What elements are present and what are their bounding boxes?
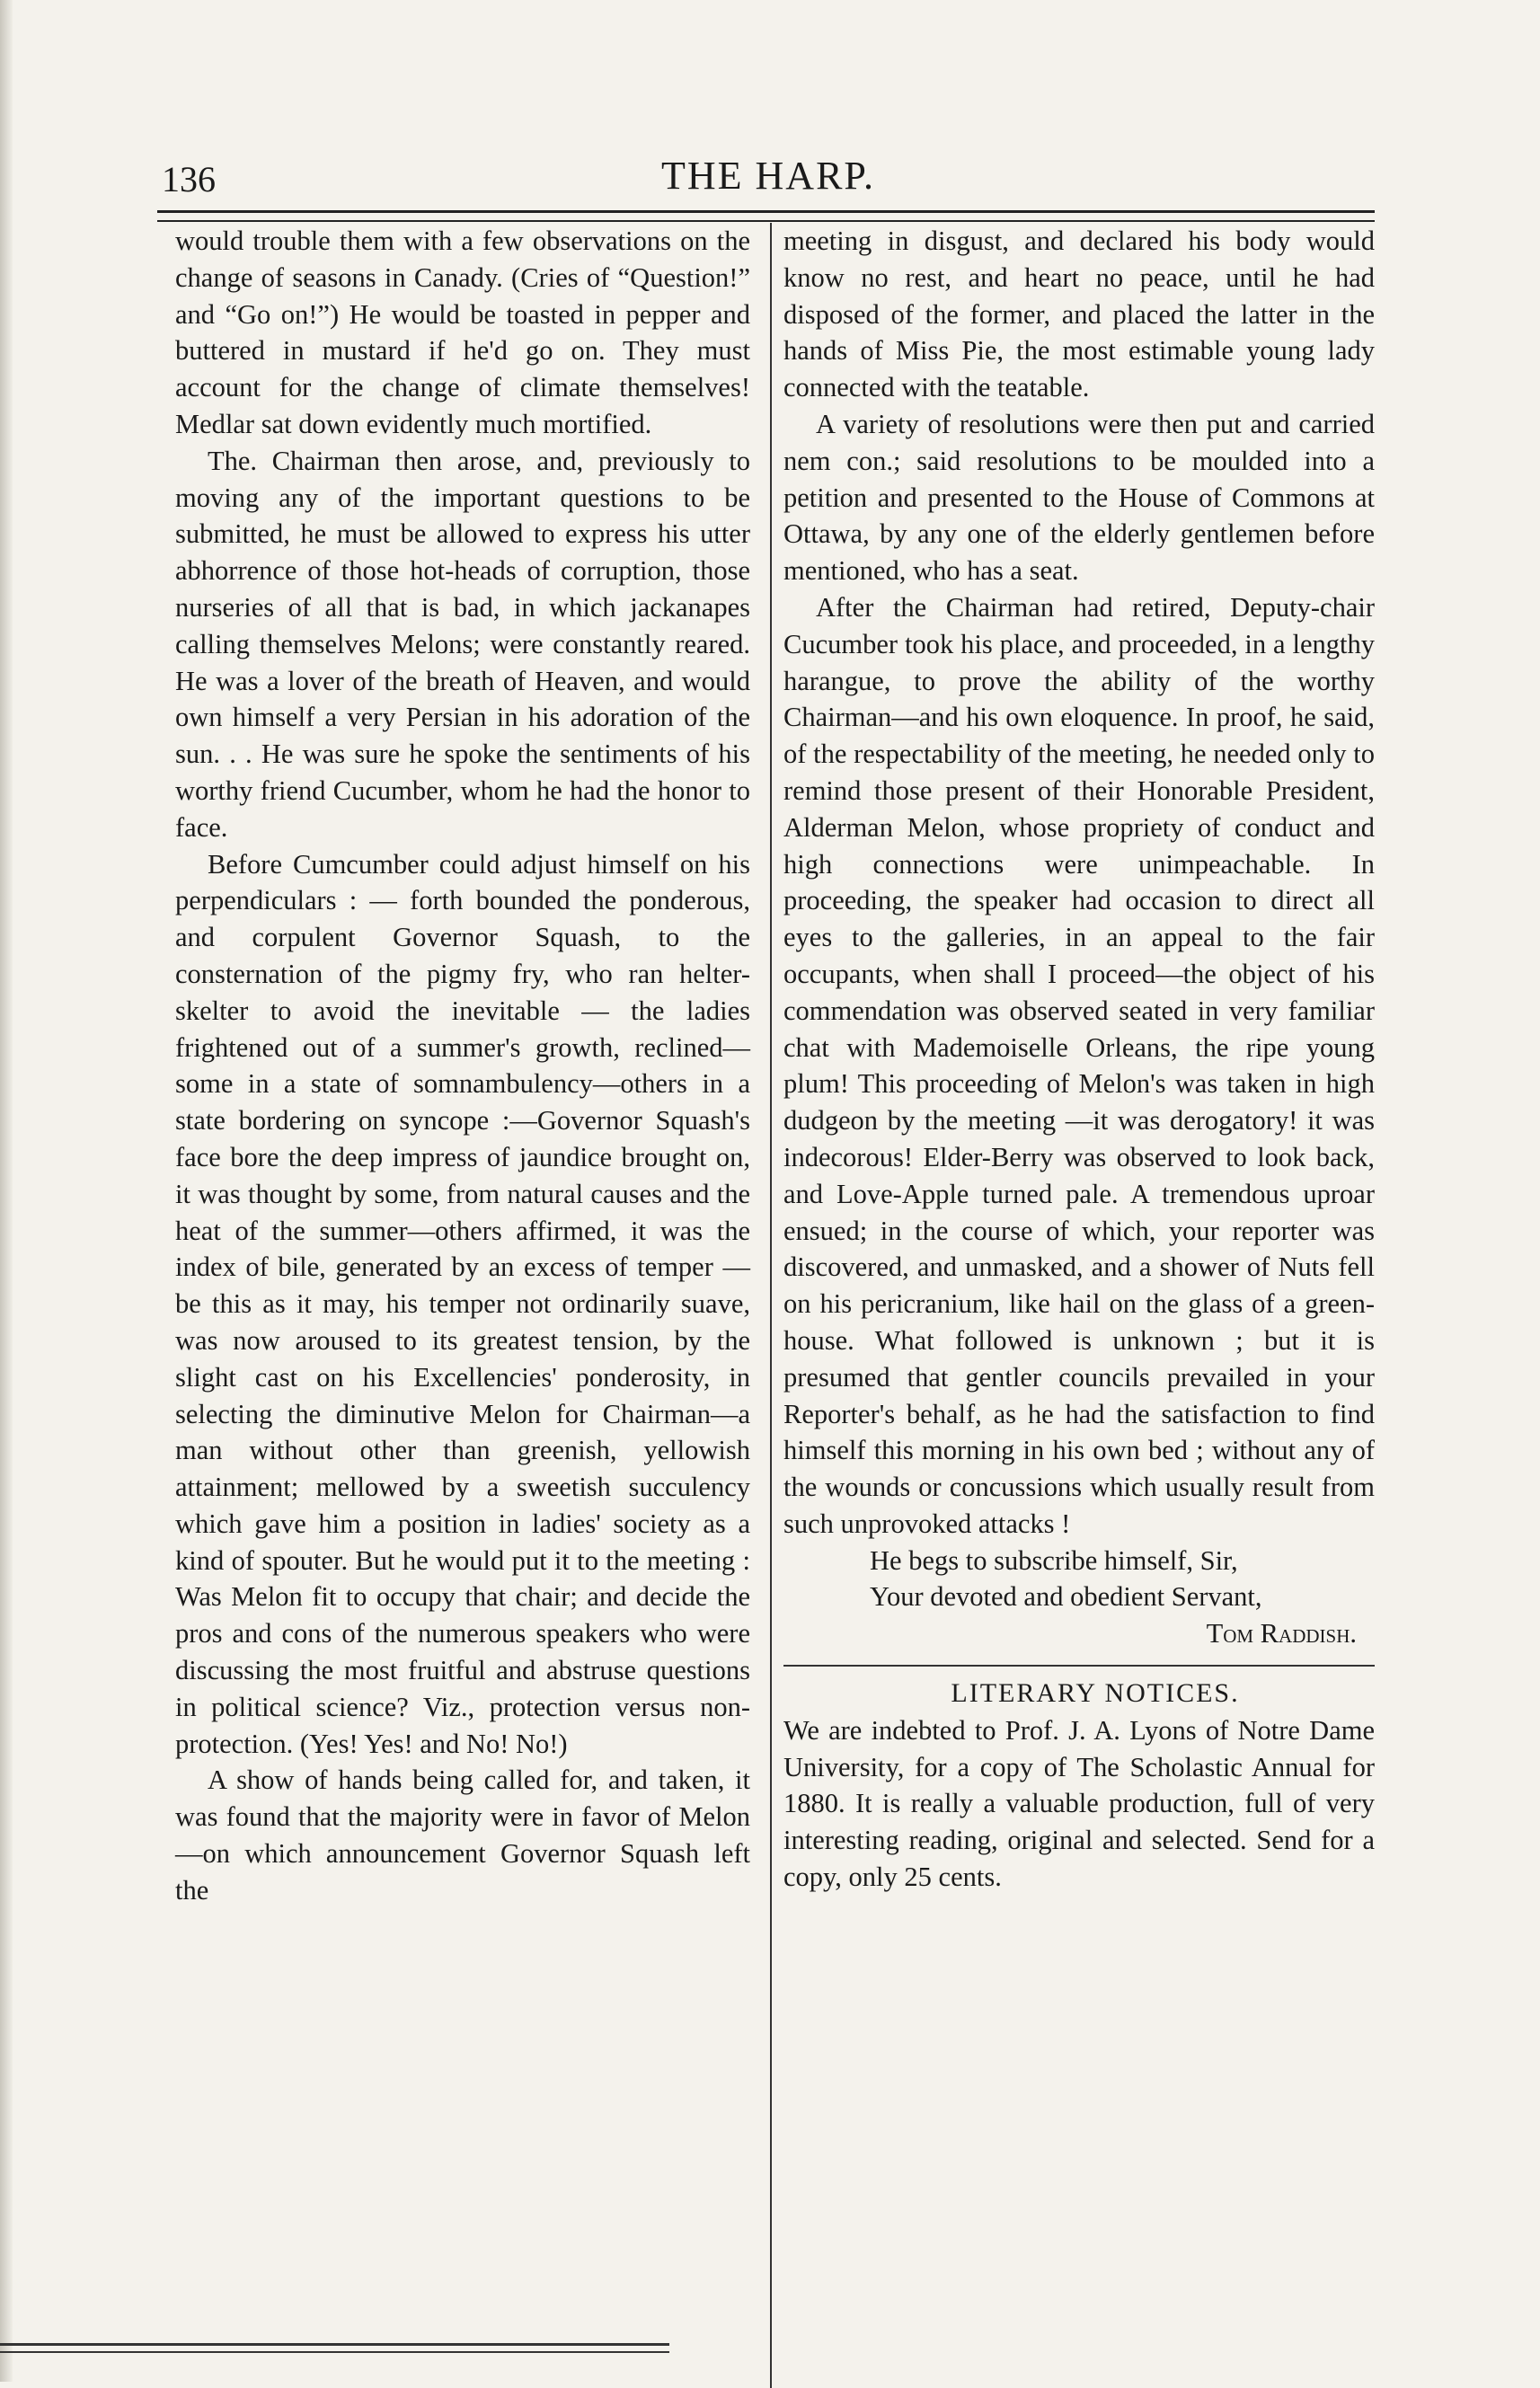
signoff-line-1: He begs to subscribe himself, Sir,	[870, 1544, 1238, 1576]
page-header	[162, 153, 1375, 207]
paragraph-disgust: meeting in disgust, and declared his body would know no rest, and heart no peace, until he had disposed of the former, and placed the latter in the hands of Miss Pie, the most estimable young lady connected with the teatable.	[783, 226, 1375, 403]
signoff	[783, 1543, 1375, 1652]
page-edge-shadow	[0, 0, 13, 2382]
paragraph-literary-notice: We are indebted to Prof. J. A. Lyons of Notre Dame University, for a copy of The Scholastic Annual for 1880. It is really a valuable production, full of very interesting reading, original and selected. Send for a copy, only 25 cents.	[783, 1714, 1375, 1893]
left-column	[175, 223, 750, 2379]
signoff-line-2: Your devoted and obedient Servant,	[870, 1581, 1262, 1613]
paragraph-governor-squash: Before Cumcumber could adjust himself on his perpendiculars : — forth bounded the ponderous, and corpulent Governor Squash, to the consternation of the pigmy fry, who ran helter-skelter to avoid the inevitable — the ladies frightened out of a summer's growth, reclined—some in a state of somnambulency—others in a state bordering on syncope :—Governor Squash's face bore the deep impress of jaundice brought on, it was thought by some, from natural causes and the heat of the summer—others affirmed, it was the index of bile, generated by an excess of temper —be this as it may, his temper not ordinarily suave, was now aroused to its greatest tension, by the slight cast on his Excellencies' ponderosity, in selecting the diminutive Melon for Chairman—a man without other than greenish, yellowish attainment; mellowed by a sweetish succulency which gave him a position in ladies' society as a kind of spouter. But he would put it to the meeting : Was Melon fit to occupy that chair; and decide the pros and cons of the numerous speakers who were discussing the most fruitful and abstruse questions in political science? Viz., protection versus non-protection. (Yes! Yes! and No! No!)	[175, 848, 750, 1759]
paragraph-show-of-hands: A show of hands being called for, and taken, it was found that the majority were in favor of Melon—on which announcement Governor Squash left the	[175, 1764, 750, 1906]
page-number: 136	[162, 159, 216, 199]
footer-rule	[0, 2343, 669, 2353]
section-divider	[783, 1665, 1375, 1667]
paragraph-medlar: would trouble them with a few observations on the change of seasons in Canady. (Cries of “Question!” and “Go on!”) He would be toasted in pepper and buttered in mustard if he'd go on. They must account for the change of climate themselves! Medlar sat down evidently much mortified.	[175, 226, 750, 439]
paragraph-resolutions: A variety of resolutions were then put and carried nem con.; said resolutions to be moulded into a petition and presented to the House of Commons at Ottawa, by any one of the elderly gentlemen before mentioned, who has a seat.	[783, 408, 1375, 587]
paragraph-deputy-chair: After the Chairman had retired, Deputy-chair Cucumber took his place, and proceeded, in a lengthy harangue, to prove the ability of the worthy Chairman—and his own eloquence. In proof, he said, of the respectability of the meeting, he needed only to remind those present of their Honorable President, Alderman Melon, whose propriety of conduct and high connections were unimpeachable. In proceeding, the speaker had occasion to direct all eyes to the galleries, in an appeal to the fair occupants, when shall I proceed—the object of his commendation was observed seated in very familiar chat with Mademoiselle Orleans, the ripe young plum! This proceeding of Melon's was taken in high dudgeon by the meeting —it was derogatory! it was indecorous! Elder-Berry was observed to look back, and Love-Apple turned pale. A tremendous uproar ensued; in the course of which, your reporter was discovered, and unmasked, and a shower of Nuts fell on his pericranium, like hail on the glass of a green-house. What followed is unknown ; but it is presumed that gentler councils prevailed in your Reporter's behalf, as he had the satisfaction to find himself this morning in his own bed ; without any of the wounds or concussions which usually result from such unprovoked attacks !	[783, 591, 1375, 1539]
right-column	[783, 223, 1375, 2379]
section-title: LITERARY NOTICES.	[951, 1678, 1240, 1709]
paragraph-chairman: The. Chairman then arose, and, previously to moving any of the important questions to be submitted, he must be allowed to express his utter abhorrence of those hot-heads of corruption, those nurseries of all that is bad, in which jackanapes calling themselves Melons; were constantly reared. He was a lover of the breath of Heaven, and would own himself a very Persian in his adoration of the sun. . . He was sure he spoke the sentiments of his worthy friend Cucumber, whom he had the honor to face.	[175, 445, 750, 843]
running-title: THE HARP.	[660, 154, 876, 198]
signoff-name: Tom Raddish.	[1206, 1618, 1357, 1649]
column-divider	[770, 223, 772, 2388]
header-double-rule	[157, 210, 1375, 222]
